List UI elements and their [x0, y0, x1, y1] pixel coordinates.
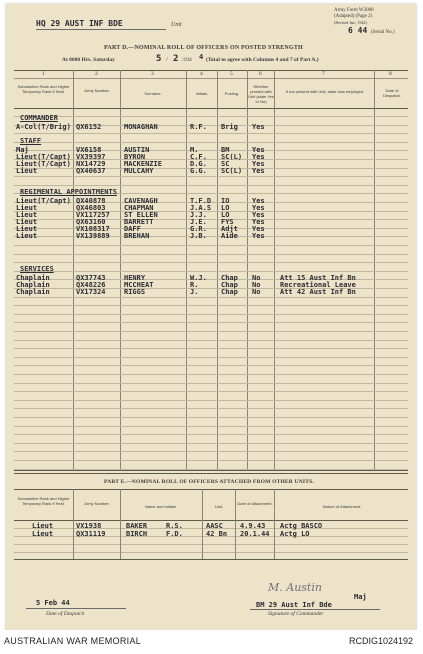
table-cell: No — [252, 281, 261, 289]
col-header-despatch: Date of Despatch. — [382, 88, 401, 98]
table-row — [14, 233, 414, 239]
table-cell: QX40637 — [76, 167, 106, 175]
table-cell: QX37743 — [76, 274, 106, 282]
table-cell: G.R. — [190, 225, 207, 233]
col-number: 8 — [389, 71, 392, 77]
table-cell: SC — [221, 160, 230, 168]
ruled-row-line — [14, 365, 408, 366]
date-despatch-line — [26, 608, 126, 609]
signature-label: Signature of Commander — [268, 611, 324, 617]
part-e-header-rank: Substantive Rank and Higher Temporary Rank if Held. — [17, 496, 70, 506]
table-cell: Lieut(T/Capt) — [16, 153, 71, 161]
ruled-row-line — [14, 254, 408, 255]
form-number: Army Form W3008 — [334, 8, 374, 13]
col-number: 5 — [230, 71, 233, 77]
table-cell: J.E. — [190, 218, 207, 226]
table-cell: QX31119 — [76, 530, 106, 538]
section-heading — [14, 189, 414, 195]
part-d-at-text: At 0600 Hrs. Saturday — [62, 57, 115, 63]
table-cell: QX40878 — [76, 197, 106, 205]
table-row — [14, 219, 414, 225]
table-cell: Recreational Leave — [280, 281, 356, 289]
table-cell: MCCHEAT — [124, 281, 154, 289]
table-cell: Yes — [252, 211, 265, 219]
ruled-row-line — [14, 305, 408, 306]
col-number: 2 — [95, 71, 98, 77]
table-cell: C.F. — [190, 153, 207, 161]
ruled-row-line — [14, 322, 408, 323]
table-cell: Brig — [221, 123, 238, 131]
table-cell: Yes — [252, 153, 265, 161]
ruled-row-line — [14, 374, 408, 375]
part-e-header-name: Name and Initials. — [144, 504, 177, 509]
col-number: 7 — [322, 71, 325, 77]
table-cell: CAVENAGH — [124, 197, 158, 205]
table-cell: Adjt — [221, 225, 238, 233]
footer-source: AUSTRALIAN WAR MEMORIAL — [4, 636, 142, 646]
table-cell: QX63160 — [76, 218, 106, 226]
table-cell: BARRETT — [124, 218, 154, 226]
table-cell: Lieut — [32, 530, 54, 538]
table-cell: BM — [221, 146, 230, 154]
col-header-initials: Initials. — [195, 91, 209, 96]
ruled-row-line — [14, 314, 408, 315]
table-cell: ST ELLEN — [124, 211, 158, 219]
table-cell: VX1938 — [76, 522, 102, 530]
ruled-row-line — [14, 245, 408, 246]
section-title: REGIMENTAL APPOINTMENTS — [20, 188, 117, 196]
table-cell: AUSTIN — [124, 146, 150, 154]
ruled-row-line — [14, 185, 408, 186]
table-cell: Att 15 Aust Inf Bn — [280, 274, 356, 282]
table-cell: Lieut — [16, 211, 38, 219]
table-row — [14, 198, 414, 204]
table-cell: VX39397 — [76, 153, 106, 161]
part-e-header-unit: Unit. — [214, 504, 224, 509]
table-cell: Yes — [252, 146, 265, 154]
table-row — [14, 154, 414, 160]
table-cell: Yes — [252, 204, 265, 212]
part-d-bottom-line-2 — [14, 473, 408, 474]
table-cell: Lieut — [16, 232, 38, 240]
table-cell: Chaplain — [16, 281, 50, 289]
col-header-posting: Posting. — [224, 91, 240, 96]
part-d-note: (Total to agree with Columns 4 and 7 of Part A.) — [206, 57, 319, 63]
table-cell: 20.1.44 — [240, 530, 270, 538]
table-cell: Lieut — [16, 225, 38, 233]
table-cell: Lieut — [16, 204, 38, 212]
table-cell: W.J. — [190, 274, 207, 282]
table-cell: Actg BASCO — [280, 522, 323, 530]
table-row — [14, 289, 414, 295]
table-cell: Lieut(T/Capt) — [16, 160, 71, 168]
part-e-header-number: Army Number. — [84, 501, 110, 506]
table-cell: Yes — [252, 167, 265, 175]
col-number: 1 — [42, 71, 45, 77]
unit-name: HQ 29 AUST INF BDE — [36, 19, 123, 28]
table-cell: VX17324 — [76, 288, 106, 296]
part-d-year-digit: 4 — [199, 53, 204, 61]
part-e-header-nature: Nature of Attachment. — [322, 504, 362, 509]
part-d-year: /194 — [182, 57, 192, 63]
table-cell: G.G. — [190, 167, 207, 175]
table-cell: QX6152 — [76, 123, 102, 131]
table-row — [14, 212, 414, 218]
table-cell: R.F. — [190, 123, 207, 131]
table-cell: 4.9.43 — [240, 522, 266, 530]
ruled-row-line — [14, 391, 408, 392]
table-cell: QX48226 — [76, 281, 106, 289]
table-cell: Lieut(T/Capt) — [16, 197, 71, 205]
col-number: 3 — [151, 71, 154, 77]
ruled-row-line — [14, 460, 408, 461]
table-cell: R.S. — [166, 522, 183, 530]
table-cell: A-Col(T/Brig) — [16, 123, 71, 131]
table-cell: CHAPMAN — [124, 204, 154, 212]
table-cell: Chap — [221, 274, 238, 282]
table-cell: SC(L) — [221, 153, 243, 161]
signature-appointment: BM 29 Aust Inf Bde — [256, 601, 332, 609]
signature-rank: Maj — [354, 593, 367, 601]
table-cell: IO — [221, 197, 230, 205]
table-cell: No — [252, 288, 261, 296]
commander-signature — [268, 576, 322, 595]
ruled-row-line — [14, 417, 408, 418]
signature-line — [250, 609, 380, 610]
table-cell: Chaplain — [16, 288, 50, 296]
document-sheet — [6, 4, 416, 630]
table-cell: VX117257 — [76, 211, 110, 219]
table-cell: Chaplain — [16, 274, 50, 282]
ruled-row-line — [14, 348, 408, 349]
date-despatch-label: Date of Despatch — [46, 611, 85, 617]
table-cell: Lieut — [16, 218, 38, 226]
col-number: 4 — [200, 71, 203, 77]
footer-bar — [0, 630, 423, 654]
table-row — [14, 168, 414, 174]
table-cell: M. — [190, 146, 199, 154]
table-cell: Chap — [221, 281, 238, 289]
ruled-row-line — [14, 451, 408, 452]
table-cell: Lieut — [32, 522, 54, 530]
ruled-row-line — [14, 297, 408, 298]
table-cell: Yes — [252, 160, 265, 168]
ruled-row-line — [14, 133, 408, 134]
table-cell: Actg LO — [280, 530, 310, 538]
table-row — [14, 161, 414, 167]
part-e-header-date: Date of Attachment. — [237, 501, 273, 506]
ruled-row-line — [14, 383, 408, 384]
section-heading — [14, 266, 414, 272]
table-cell: J.J. — [190, 211, 207, 219]
part-e-bottom-line — [14, 559, 408, 560]
section-heading — [14, 138, 414, 144]
section-title: SERVICES — [20, 265, 54, 273]
table-cell: D.G. — [190, 160, 207, 168]
table-cell: BYRON — [124, 153, 146, 161]
ruled-row-line — [14, 443, 408, 444]
table-cell: Aide — [221, 232, 238, 240]
form-revised: (Revised Jan., 1942) — [334, 20, 367, 25]
table-cell: F.D. — [166, 530, 183, 538]
table-cell: RIGGS — [124, 288, 146, 296]
col-header-rank: Substantive Rank and Higher Temporary Rank if Held. — [17, 84, 70, 94]
table-cell: T.F.D — [190, 197, 212, 205]
ruled-row-line — [14, 262, 408, 263]
part-d-title: PART D.—NOMINAL ROLL OF OFFICERS ON POSTED STRENGTH — [104, 45, 303, 51]
table-row — [14, 226, 414, 232]
col-header-army-number: Army Number. — [84, 88, 110, 93]
table-cell: 42 Bn — [206, 530, 228, 538]
table-cell: MACKENZIE — [124, 160, 162, 168]
part-d-sep: / — [166, 57, 168, 63]
table-cell: LO — [221, 204, 230, 212]
ruled-row-line — [14, 434, 408, 435]
table-cell: Chap — [221, 288, 238, 296]
table-cell: Yes — [252, 218, 265, 226]
table-row — [14, 147, 414, 153]
table-cell: VX6158 — [76, 146, 102, 154]
table-cell: DAFF — [124, 225, 141, 233]
table-cell: LO — [221, 211, 230, 219]
table-cell: SC(L) — [221, 167, 243, 175]
table-cell: NX14729 — [76, 160, 106, 168]
col-header-present: Whether present with Unit (state Yes or No) — [248, 84, 274, 104]
footer-id: RCDIG1024192 — [349, 636, 414, 646]
table-cell: BIRCH — [126, 530, 148, 538]
table-row — [14, 205, 414, 211]
table-cell: No — [252, 274, 261, 282]
table-cell: Yes — [252, 197, 265, 205]
section-title: STAFF — [20, 137, 42, 145]
signature-handwriting: M. Austin — [268, 581, 322, 594]
serial-label: (Serial No.) — [371, 30, 395, 35]
serial-number: 6 44 — [348, 26, 368, 35]
table-cell: Att 42 Aust Inf Bn — [280, 288, 356, 296]
ruled-row-line — [14, 357, 408, 358]
table-cell: Maj — [16, 146, 29, 154]
col-header-employed: If not present with Unit, state how employed. — [285, 89, 365, 94]
table-cell: Yes — [252, 232, 265, 240]
part-e-title: PART E.—NOMINAL ROLL OF OFFICERS ATTACHED FROM OTHER UNITS. — [104, 479, 314, 485]
section-title: COMMANDER — [20, 114, 58, 122]
unit-underline — [36, 29, 166, 30]
ruled-row-line — [14, 340, 408, 341]
ruled-row-line — [14, 400, 408, 401]
table-cell: VX108317 — [76, 225, 110, 233]
table-cell: Lieut — [16, 167, 38, 175]
table-cell: BREHAN — [124, 232, 150, 240]
table-cell: R. — [190, 281, 199, 289]
section-heading — [14, 115, 414, 121]
part-d-month: 2 — [173, 54, 179, 64]
part-d-bottom-line — [14, 470, 408, 471]
table-row — [14, 523, 414, 529]
ruled-row-line — [14, 408, 408, 409]
table-cell: MULCAHY — [124, 167, 154, 175]
col-header-surname: Surname. — [144, 91, 162, 96]
ruled-row-line — [14, 176, 408, 177]
part-d-day: 5 — [156, 54, 162, 64]
table-cell: QX46803 — [76, 204, 106, 212]
table-cell: MONAGHAN — [124, 123, 158, 131]
table-cell: FYS — [221, 218, 234, 226]
form-adapted: (Adapted) (Page 2) — [334, 14, 373, 19]
table-row — [14, 531, 414, 537]
table-row — [14, 124, 414, 130]
table-cell: Yes — [252, 225, 265, 233]
unit-label: Unit — [171, 22, 182, 28]
table-cell: J.B. — [190, 232, 207, 240]
table-cell: BAKER — [126, 522, 148, 530]
table-cell: Yes — [252, 123, 265, 131]
col-number: 6 — [259, 71, 262, 77]
table-cell: HENRY — [124, 274, 146, 282]
date-despatch-value: 5 Feb 44 — [36, 599, 70, 607]
table-cell: J. — [190, 288, 199, 296]
table-cell: AASC — [206, 522, 223, 530]
ruled-row-line — [14, 331, 408, 332]
table-cell: VX139889 — [76, 232, 110, 240]
table-cell: J.A.S — [190, 204, 212, 212]
ruled-row-line — [14, 426, 408, 427]
